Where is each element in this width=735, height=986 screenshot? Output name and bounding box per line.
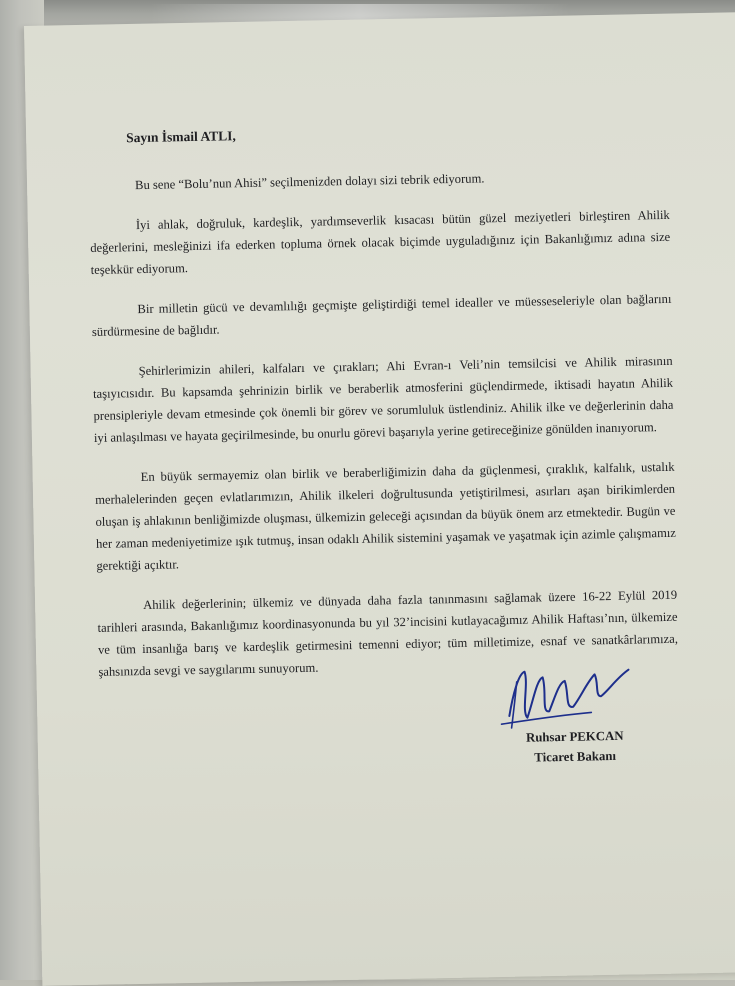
paragraph-4: Şehirlerimizin ahileri, kalfaları ve çırakları; Ahi Evran-ı Veli’nin temsilcisi ve Ahilik mirasının taşıyıcısıdır. Bu kapsamda şehrinizin birlik ve beraberlik atmosferini güçlendirmede, iktisadi hayatın Ahilik prensipleriyle devam etmesinde çok önemli bir görev ve sorumluluk üstlendiniz. Ahilik ilke ve değerlerinin daha iyi anlaşılması ve hayata geçirilmesinde, bu onurlu görevi başarıyla yerine getireceğinize gönülden inanıyorum. — [92, 353, 674, 445]
paragraph-3: Bir milletin gücü ve devamlılığı geçmişte geliştirdiği temel idealler ve müesseseleriyle olan bağlarını sürdürmesine de bağlıdır. — [91, 291, 672, 339]
handwritten-signature — [490, 651, 652, 734]
signer-name: Ruhsar PEKCAN — [525, 728, 624, 745]
letter-body — [88, 117, 679, 765]
salutation: Sayın İsmail ATLI, — [126, 128, 236, 146]
paragraph-5: En büyük sermayemiz olan birlik ve beraberliğimizin daha da güçlenmesi, çıraklık, kalfalık, ustalık merhalelerinden geçen evlatlarımızın, Ahilik ilkeleri doğrultusunda yetiştirilmesi, asırları aşan birikimlerden oluşan iş ahlakının benliğimizde oluşması, ülkemizin geleceği açısından da büyük önem arz etmektedir. Bugün ve her zaman medeniyetimize ışık tutmuş, insan odaklı Ahilik sistemini yaşamak ve yaşatmak için azimle çalışmamız gerektiği açıktır. — [95, 459, 677, 573]
paragraph-2: İyi ahlak, doğruluk, kardeşlik, yardımseverlik kısacası bütün güzel meziyetleri birleştiren Ahilik değerlerini, mesleğinizi ifa ederken topluma örnek olacak biçimde uyguladığınız için Bakanlığımız adına size teşekkür ediyorum. — [90, 207, 671, 277]
signature-block — [510, 726, 641, 768]
paragraph-6: Ahilik değerlerinin; ülkemiz ve dünyada daha fazla tanınmasını sağlamak üzere 16-22 Eylül 2019 tarihleri arasında, Bakanlığımız koordinasyonunda bu yıl 32’incisini kutlayacağımız Ahilik Haftası’nın, ülkemize ve tüm insanlığa barış ve kardeşlik getirmesini temenni ediyor; tüm milletimize, esnaf ve sanatkârlarımıza, şahsınızda sevgi ve saygılarımı sunuyorum. — [97, 587, 679, 679]
signer-title: Ticaret Bakanı — [534, 748, 617, 765]
paragraph-1: Bu sene “Bolu’nun Ahisi” seçilmenizden dolayı sizi tebrik ediyorum. — [134, 171, 485, 193]
